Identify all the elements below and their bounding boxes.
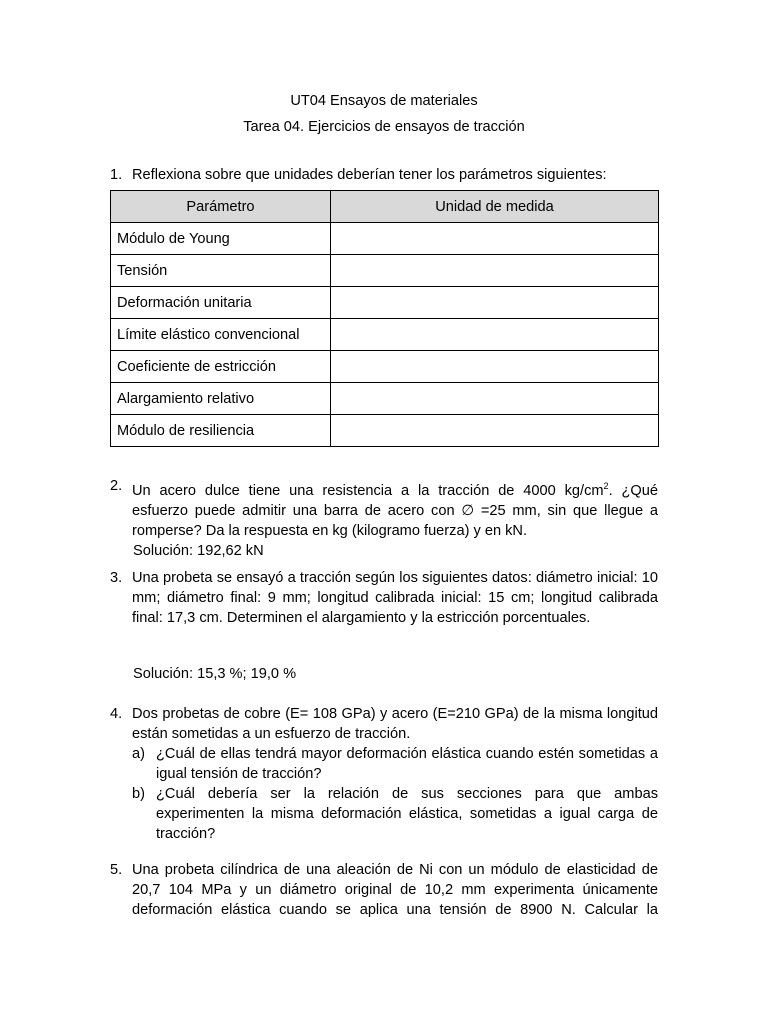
unit-cell <box>331 255 659 287</box>
table-header-row <box>111 191 659 223</box>
subquestion-b <box>132 784 658 844</box>
parameter-cell: Tensión <box>111 255 331 287</box>
question-number: 2. <box>110 478 123 494</box>
parameter-cell: Módulo de Young <box>111 223 331 255</box>
table-row <box>111 287 659 319</box>
table-row <box>111 351 659 383</box>
question-5 <box>110 860 658 920</box>
unit-cell <box>331 319 659 351</box>
table-row <box>111 255 659 287</box>
question-text: Una probeta cilíndrica de una aleación de Ni con un módulo de elasticidad de 20,7 104 MPa y un diámetro original de 10,2 mm experimenta únicamente deformación elástica cuando se aplica una tensión de 8900 N. Calcular la <box>132 862 658 918</box>
unit-cell <box>331 383 659 415</box>
subquestion-label: b) <box>132 786 145 802</box>
table-row <box>111 415 659 447</box>
question-number: 4. <box>110 706 123 722</box>
header-unit: Unidad de medida <box>331 191 659 223</box>
question-text-part: . ¿Qué esfuerzo puede admitir una barra de acero con ∅ =25 mm, sin que llegue a romperse? Da la respuesta en kg (kilogramo fuerza) y en kN. <box>132 482 658 539</box>
subquestion-a <box>132 744 658 784</box>
unit-cell <box>331 223 659 255</box>
superscript: 2 <box>603 481 609 491</box>
unit-title: UT04 Ensayos de materiales <box>290 93 478 109</box>
question-text-part: Un acero dulce tiene una resistencia a la tracción de 4000 kg/cm <box>132 482 604 499</box>
parameter-cell: Coeficiente de estricción <box>111 351 331 383</box>
table-row <box>111 383 659 415</box>
parameter-cell: Límite elástico convencional <box>111 319 331 351</box>
solution-3: Solución: 15,3 %; 19,0 % <box>133 666 297 682</box>
parameter-cell: Módulo de resiliencia <box>111 415 331 447</box>
question-text: Reflexiona sobre que unidades deberían tener los parámetros siguientes: <box>132 167 607 183</box>
question-text: Una probeta se ensayó a tracción según los siguientes datos: diámetro inicial: 10 mm; diámetro final: 9 mm; longitud calibrada inicial: 15 cm; longitud calibrada final: 17,3 cm. Determinen el alargamiento y la estricción porcentuales. <box>132 570 658 626</box>
question-2 <box>110 476 658 541</box>
question-number: 1. <box>110 167 123 183</box>
question-text <box>132 476 658 541</box>
parameter-cell: Alargamiento relativo <box>111 383 331 415</box>
solution-2: Solución: 192,62 kN <box>133 543 264 559</box>
unit-cell <box>331 415 659 447</box>
subquestion-label: a) <box>132 746 145 762</box>
header-parameter: Parámetro <box>111 191 331 223</box>
question-number: 3. <box>110 570 123 586</box>
question-4 <box>110 704 658 844</box>
unit-cell <box>331 287 659 319</box>
task-title: Tarea 04. Ejercicios de ensayos de tracción <box>243 119 525 135</box>
table-row <box>111 319 659 351</box>
table-row <box>111 223 659 255</box>
question-text: Dos probetas de cobre (E= 108 GPa) y acero (E=210 GPa) de la misma longitud están sometidas a un esfuerzo de tracción. <box>132 706 658 742</box>
question-number: 5. <box>110 862 123 878</box>
question-1 <box>110 165 658 185</box>
unit-cell <box>331 351 659 383</box>
question-3 <box>110 568 658 628</box>
parameters-table <box>110 190 659 447</box>
subquestion-text: ¿Cuál debería ser la relación de sus secciones para que ambas experimenten la misma deformación elástica, sometidas a igual carga de tracción? <box>156 786 658 842</box>
parameter-cell: Deformación unitaria <box>111 287 331 319</box>
subquestion-text: ¿Cuál de ellas tendrá mayor deformación elástica cuando estén sometidas a igual tensión de tracción? <box>156 746 658 782</box>
